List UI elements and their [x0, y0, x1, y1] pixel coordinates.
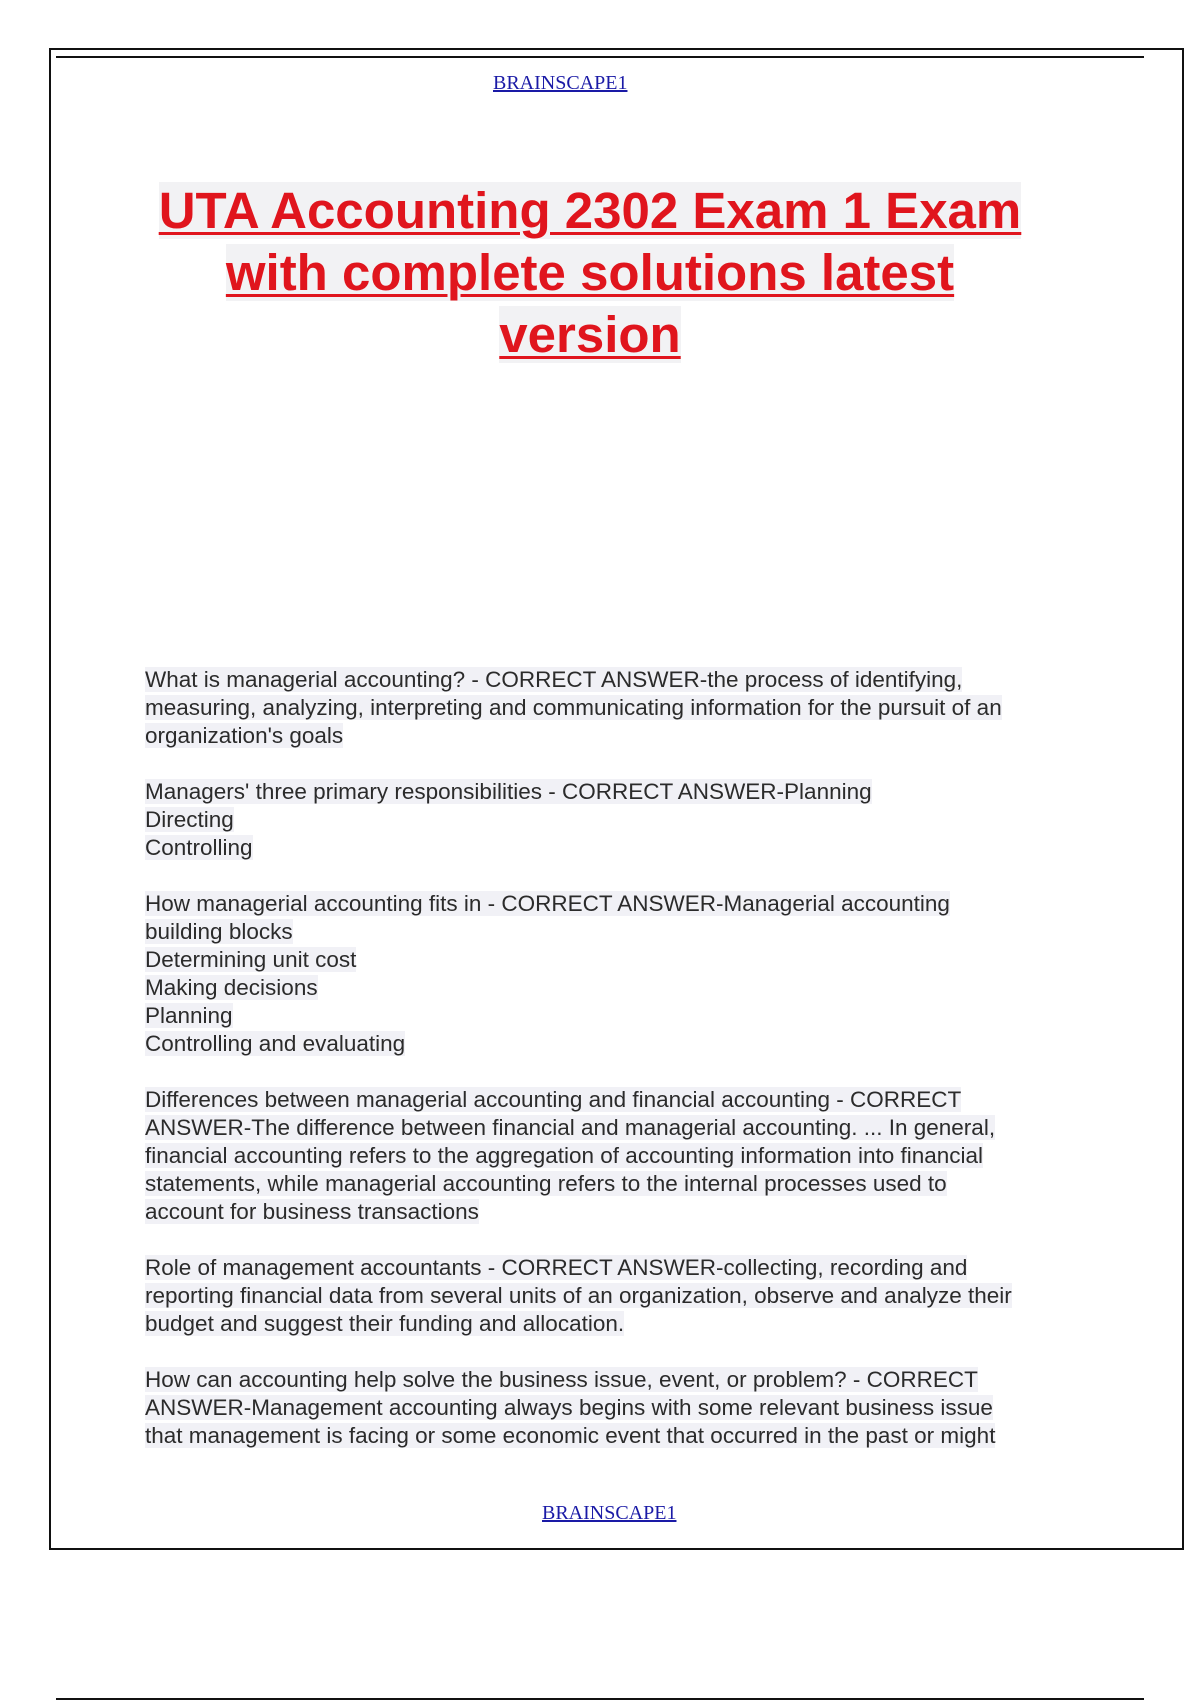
qa-line: organization's goals [145, 723, 344, 748]
qa-line: Controlling [145, 835, 253, 860]
qa-item [145, 1366, 1095, 1450]
qa-line: Making decisions [145, 975, 318, 1000]
qa-line: account for business transactions [145, 1199, 479, 1224]
qa-item [145, 1254, 1095, 1338]
qa-line: financial accounting refers to the aggregation of accounting information into financial [145, 1143, 984, 1168]
qa-line: Directing [145, 807, 234, 832]
title-line: version [499, 306, 681, 363]
qa-line: How can accounting help solve the business issue, event, or problem? - CORRECT [145, 1367, 978, 1392]
document-title [120, 180, 1060, 366]
qa-line: How managerial accounting fits in - CORRECT ANSWER-Managerial accounting [145, 891, 950, 916]
qa-line: that management is facing or some economic event that occurred in the past or might [145, 1423, 996, 1448]
qa-line: Controlling and evaluating [145, 1031, 406, 1056]
title-line: UTA Accounting 2302 Exam 1 Exam [158, 182, 1022, 239]
qa-item [145, 1086, 1095, 1226]
qa-list [145, 666, 1095, 1478]
qa-line: ANSWER-The difference between financial and managerial accounting. ... In general, [145, 1115, 996, 1140]
qa-line: Role of management accountants - CORRECT ANSWER-collecting, recording and [145, 1255, 968, 1280]
qa-line: measuring, analyzing, interpreting and communicating information for the pursuit of an [145, 695, 1002, 720]
qa-item [145, 890, 1095, 1058]
qa-item [145, 778, 1095, 862]
qa-line: ANSWER-Management accounting always begins with some relevant business issue [145, 1395, 993, 1420]
qa-line: budget and suggest their funding and allocation. [145, 1311, 625, 1336]
qa-line: Determining unit cost [145, 947, 357, 972]
qa-line: Differences between managerial accounting and financial accounting - CORRECT [145, 1087, 962, 1112]
header-brainscape-link[interactable]: BRAINSCAPE1 [493, 72, 628, 94]
title-line: with complete solutions latest [225, 244, 955, 301]
qa-line: statements, while managerial accounting refers to the internal processes used to [145, 1171, 947, 1196]
qa-line: Planning [145, 1003, 233, 1028]
qa-line: building blocks [145, 919, 293, 944]
qa-line: Managers' three primary responsibilities - CORRECT ANSWER-Planning [145, 779, 872, 804]
qa-item [145, 666, 1095, 750]
footer-brainscape-link[interactable]: BRAINSCAPE1 [542, 1502, 677, 1524]
qa-line: What is managerial accounting? - CORRECT ANSWER-the process of identifying, [145, 667, 963, 692]
top-rule [56, 56, 1144, 58]
qa-line: reporting financial data from several units of an organization, observe and analyze their [145, 1283, 1012, 1308]
